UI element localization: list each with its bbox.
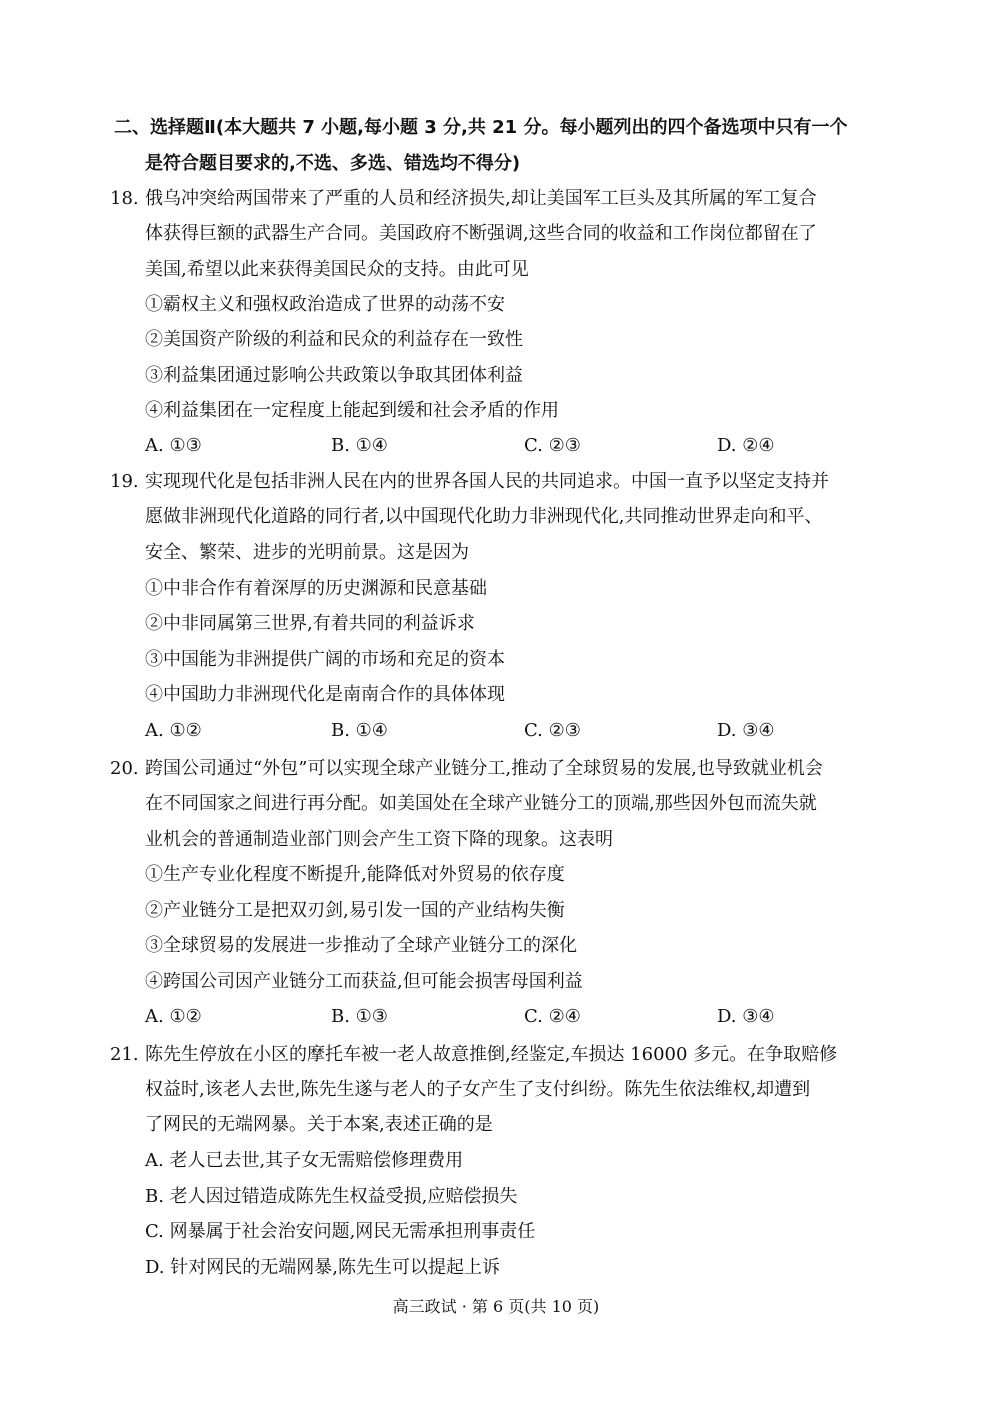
question-stem-line: 权益时,该老人去世,陈先生遂与老人的子女产生了支付纠纷。陈先生依法维权,却遭到	[145, 1079, 811, 1100]
statement: ②产业链分工是把双刃剑,易引发一国的产业结构失衡	[145, 900, 565, 921]
statement: ①中非合作有着深厚的历史渊源和民意基础	[145, 578, 487, 599]
answer-option-d[interactable]: D. ③④	[717, 720, 775, 741]
statement: ③全球贸易的发展进一步推动了全球产业链分工的深化	[145, 935, 577, 956]
question-stem-line: 愿做非洲现代化道路的同行者,以中国现代化助力非洲现代化,共同推动世界走向和平、	[145, 506, 823, 527]
answer-option-b[interactable]: B. ①③	[331, 1006, 388, 1027]
answer-option-d[interactable]: D. ②④	[717, 435, 775, 456]
answer-option-a[interactable]: A. 老人已去世,其子女无需赔偿修理费用	[145, 1150, 464, 1171]
answer-option-b[interactable]: B. ①④	[331, 720, 388, 741]
question-stem-line: 俄乌冲突给两国带来了严重的人员和经济损失,却让美国军工巨头及其所属的军工复合	[145, 188, 817, 209]
question-number: 19.	[110, 471, 139, 492]
question-stem-line: 陈先生停放在小区的摩托车被一老人故意推倒,经鉴定,车损达 16000 多元。在争取赔修	[145, 1044, 838, 1065]
statement: ④跨国公司因产业链分工而获益,但可能会损害母国利益	[145, 971, 583, 992]
question-number: 21.	[110, 1044, 139, 1065]
answer-option-a[interactable]: A. ①③	[145, 435, 202, 456]
statement: ①霸权主义和强权政治造成了世界的动荡不安	[145, 294, 505, 315]
question-stem-line: 在不同国家之间进行再分配。如美国处在全球产业链分工的顶端,那些因外包而流失就	[145, 793, 817, 814]
answer-option-d[interactable]: D. ③④	[717, 1006, 775, 1027]
answer-option-c[interactable]: C. ②③	[524, 720, 581, 741]
answer-option-c[interactable]: C. ②③	[524, 435, 581, 456]
section-title-line-2: 是符合题目要求的,不选、多选、错选均不得分)	[145, 153, 521, 174]
answer-option-c[interactable]: C. 网暴属于社会治安问题,网民无需承担刑事责任	[145, 1221, 536, 1242]
answer-option-b[interactable]: B. ①④	[331, 435, 388, 456]
question-stem-line: 跨国公司通过“外包”可以实现全球产业链分工,推动了全球贸易的发展,也导致就业机会	[145, 758, 823, 779]
statement: ③利益集团通过影响公共政策以争取其团体利益	[145, 365, 523, 386]
statement: ③中国能为非洲提供广阔的市场和充足的资本	[145, 649, 505, 670]
statement: ②美国资产阶级的利益和民众的利益存在一致性	[145, 329, 523, 350]
question-stem-line: 实现现代化是包括非洲人民在内的世界各国人民的共同追求。中国一直予以坚定支持并	[145, 471, 829, 492]
page-footer: 高三政试 · 第 6 页(共 10 页)	[392, 1297, 600, 1316]
statement: ②中非同属第三世界,有着共同的利益诉求	[145, 613, 475, 634]
answer-option-d[interactable]: D. 针对网民的无端网暴,陈先生可以提起上诉	[145, 1257, 500, 1278]
answer-option-a[interactable]: A. ①②	[145, 1006, 202, 1027]
statement: ①生产专业化程度不断提升,能降低对外贸易的依存度	[145, 864, 565, 885]
answer-option-c[interactable]: C. ②④	[524, 1006, 581, 1027]
question-stem-line: 体获得巨额的武器生产合同。美国政府不断强调,这些合同的收益和工作岗位都留在了	[145, 223, 817, 244]
question-number: 18.	[110, 188, 139, 209]
question-stem-line: 业机会的普通制造业部门则会产生工资下降的现象。这表明	[145, 829, 613, 850]
answer-option-a[interactable]: A. ①②	[145, 720, 202, 741]
section-title-line-1: 二、选择题Ⅱ(本大题共 7 小题,每小题 3 分,共 21 分。每小题列出的四个备选项中只有一个	[114, 117, 848, 138]
answer-option-b[interactable]: B. 老人因过错造成陈先生权益受损,应赔偿损失	[145, 1186, 518, 1207]
question-stem-line: 安全、繁荣、进步的光明前景。这是因为	[145, 542, 469, 563]
statement: ④利益集团在一定程度上能起到缓和社会矛盾的作用	[145, 400, 559, 421]
question-stem-line: 美国,希望以此来获得美国民众的支持。由此可见	[145, 259, 529, 280]
question-stem-line: 了网民的无端网暴。关于本案,表述正确的是	[145, 1114, 493, 1135]
statement: ④中国助力非洲现代化是南南合作的具体体现	[145, 684, 505, 705]
question-number: 20.	[110, 758, 139, 779]
